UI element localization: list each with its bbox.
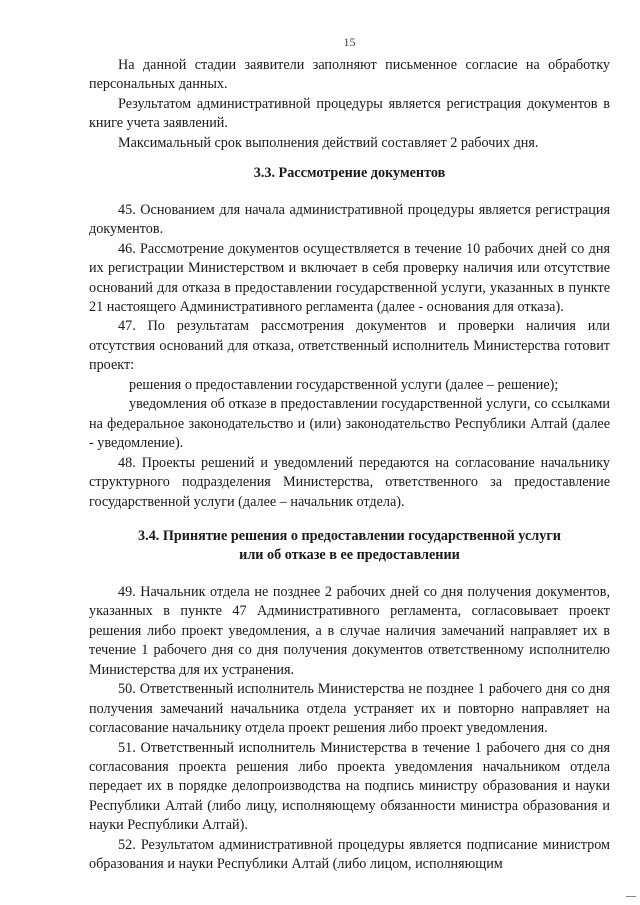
paragraph-47: 47. По результатам рассмотрения документов и проверки наличия или отсутствия оснований для отказа, ответственный исполнитель Министерства готовит проект: — [89, 318, 610, 374]
paragraph-47-item-notice: уведомления об отказе в предоставлении государственной услуги, со ссылками на федеральное законодательство и (или) законодательство Республики Алтай (далее - уведомление). — [89, 396, 610, 452]
paragraph-46: 46. Рассмотрение документов осуществляется в течение 10 рабочих дней со дня их регистрации Министерством и включает в себя проверку наличия или отсутствие оснований для отказа в предоставлении государственной услуги, указанных в пункте 21 настоящего Административного регламента (далее - основания для отказа). — [89, 240, 610, 315]
paragraph-52: 52. Результатом административной процедуры является подписание министром образования и науки Республики Алтай (либо лицом, исполняющим — [89, 836, 610, 873]
section-heading-3-3: 3.3. Рассмотрение документов — [253, 165, 446, 182]
page-number: 15 — [343, 35, 356, 49]
paragraph-50: 50. Ответственный исполнитель Министерства не позднее 1 рабочего дня со дня получения замечаний начальника отдела устраняет их и повторно направляет на согласование начальнику отдела проект решения либо проект уведомления. — [89, 681, 610, 737]
page-edge-mark — [626, 896, 636, 897]
section-heading-3-4-line2: или об отказе в ее предоставлении — [239, 547, 460, 564]
document-page — [89, 34, 610, 875]
paragraph-49: 49. Начальник отдела не позднее 2 рабочих дней со дня получения документов, указанных в пункте 47 Административного регламента, согласовывает проект решения либо проект уведомления, а в случае наличия замечаний направляет их в течение 1 рабочего дня со дня получения документов ответственному исполнителю Министерства для их устранения. — [89, 583, 610, 678]
paragraph-47-item-decision: решения о предоставлении государственной услуги (далее – решение); — [129, 376, 559, 393]
paragraph-consent: На данной стадии заявители заполняют письменное согласие на обработку персональных данных. — [89, 57, 610, 93]
section-heading-3-4 — [89, 527, 610, 566]
paragraph-max-duration: Максимальный срок выполнения действий составляет 2 рабочих дня. — [118, 134, 539, 151]
paragraph-result-registration: Результатом административной процедуры является регистрация документов в книге учета заявлений. — [89, 95, 610, 132]
section-heading-3-4-line1: 3.4. Принятие решения о предоставлении государственной услуги — [138, 527, 561, 544]
paragraph-48: 48. Проекты решений и уведомлений передаются на согласование начальнику структурного подразделения Министерства, ответственного за предоставление государственной услуги (далее – начальник отдела). — [89, 454, 610, 510]
paragraph-51: 51. Ответственный исполнитель Министерства в течение 1 рабочего дня со дня согласования проекта решения либо проекта уведомления начальником отдела передает их в порядке делопроизводства на подпись министру образования и науки Республики Алтай (либо лицу, исполняющему обязанности министра образования и науки Республики Алтай). — [89, 739, 610, 834]
paragraph-45: 45. Основанием для начала административной процедуры является регистрация документов. — [89, 201, 610, 238]
